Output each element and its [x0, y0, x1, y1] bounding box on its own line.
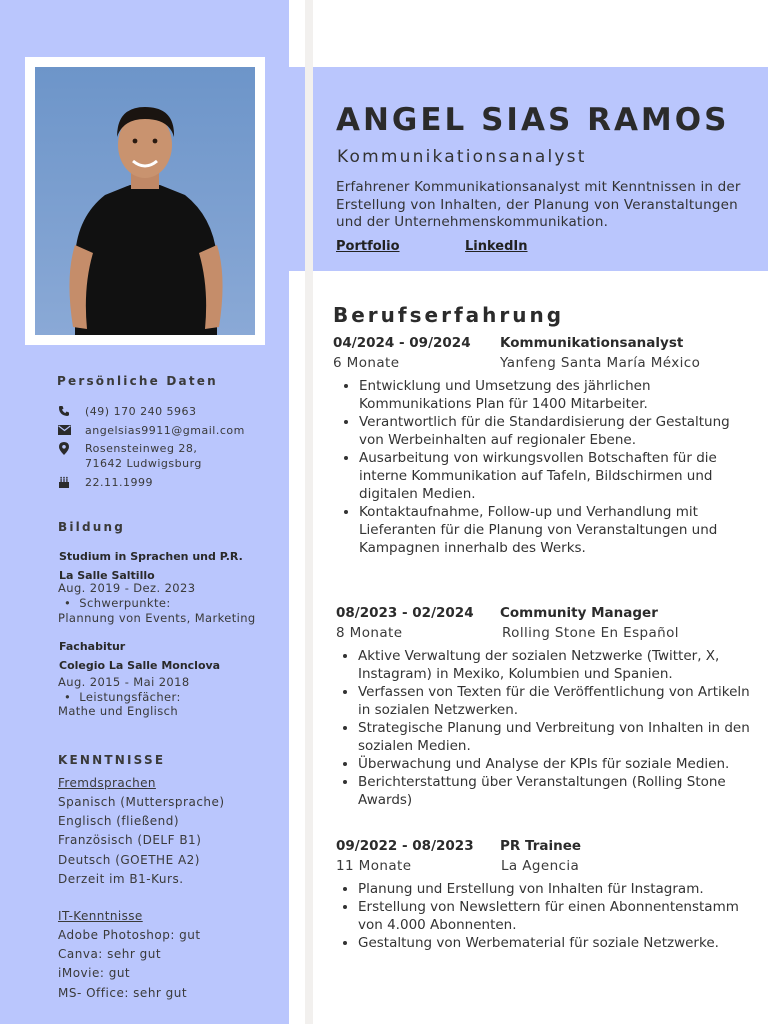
- job-position: Community Manager: [500, 605, 658, 621]
- education-bullet-2: • Leistungsfächer:: [64, 690, 181, 704]
- job-bullet: • Überwachung und Analyse der KPIs für soziale Medien.: [358, 755, 756, 773]
- birthday-cake-icon: [57, 475, 71, 489]
- education-period-2: Aug. 2015 - Mai 2018: [58, 675, 190, 689]
- language-item: Derzeit im B1-Kurs.: [58, 871, 184, 886]
- languages-list: [58, 793, 225, 889]
- job-bullet: • Erstellung von Newslettern für einen Abonnentenstamm von 4.000 Abonnenten.: [358, 898, 756, 934]
- education-degree-1: Studium in Sprachen und P.R.: [59, 550, 243, 563]
- job-bullet: • Verantwortlich für die Standardisierung der Gestaltung von Werbeinhalten auf regionaler Ebene.: [359, 413, 753, 449]
- education-detail-2: Mathe und Englisch: [58, 704, 179, 718]
- education-school-2: Colegio La Salle Monclova: [59, 659, 221, 672]
- it-skill-item: iMovie: gut: [58, 966, 131, 981]
- job-company: Yanfeng Santa María México: [500, 355, 701, 371]
- address-row: [57, 441, 202, 471]
- candidate-name: ANGEL SIAS RAMOS: [336, 102, 730, 138]
- job-duration: 11 Monate: [336, 858, 412, 874]
- job-bullet: • Ausarbeitung von wirkungsvollen Botschaften für die interne Kommunikation auf Tafeln, Bildschirmen und digitalen Medien.: [359, 449, 753, 503]
- language-item: Englisch (fließend): [58, 814, 180, 829]
- it-skill-item: MS- Office: sehr gut: [58, 985, 188, 1000]
- birth-date: 22.11.1999: [85, 476, 153, 489]
- education-heading: Bildung: [58, 520, 126, 534]
- sidebar-tab: [289, 67, 305, 271]
- address: [85, 441, 202, 471]
- email-row: [57, 423, 245, 438]
- education-detail-1: Plannung von Events, Marketing: [58, 611, 256, 625]
- address-line-2: 71642 Ludwigsburg: [85, 457, 202, 470]
- job-bullet: • Gestaltung von Werbematerial für soziale Netzwerke.: [358, 934, 756, 952]
- job-position: PR Trainee: [500, 838, 582, 854]
- it-skills-label: IT-Kenntnisse: [58, 909, 143, 923]
- education-bullet-1: • Schwerpunkte:: [64, 596, 171, 610]
- phone-icon: [57, 404, 71, 418]
- job-bullet: • Verfassen von Texten für die Veröffentlichung von Artikeln in sozialen Netzwerken.: [358, 683, 756, 719]
- profile-photo: [35, 67, 255, 335]
- birthday-row: [57, 475, 153, 490]
- education-degree-2: Fachabitur: [59, 640, 126, 653]
- envelope-icon: [57, 423, 71, 437]
- job-duration: 6 Monate: [333, 355, 400, 371]
- job-company: Rolling Stone En Español: [502, 625, 679, 641]
- job-bullet: • Kontaktaufnahme, Follow-up und Verhandlung mit Lieferanten für die Planung von Veranstaltungen und Kampagnen innerhalb des Werks.: [359, 503, 753, 557]
- education-bullet-2-text: Leistungsfächer:: [79, 690, 181, 704]
- phone-number: (49) 170 240 5963: [85, 405, 197, 418]
- language-item: Französisch (DELF B1): [58, 833, 202, 848]
- language-item: Spanisch (Muttersprache): [58, 795, 225, 809]
- job-bullets: [359, 377, 753, 557]
- job-dates: 08/2023 - 02/2024: [336, 605, 474, 621]
- job-position: Kommunikationsanalyst: [500, 335, 684, 351]
- job-dates: 04/2024 - 09/2024: [333, 335, 471, 351]
- job-duration: 8 Monate: [336, 625, 403, 641]
- personal-data-heading: Persönliche Daten: [57, 374, 218, 388]
- divider-line: [305, 0, 313, 1024]
- it-skill-item: Adobe Photoshop: gut: [58, 928, 201, 942]
- job-bullet: • Aktive Verwaltung der sozialen Netzwerke (Twitter, X, Instagram) in Mexiko, Kolumbien und Spanien.: [358, 647, 756, 683]
- email-address: angelsias9911@gmail.com: [85, 424, 245, 437]
- skills-heading: KENNTNISSE: [58, 753, 166, 767]
- job-bullets: [358, 647, 756, 809]
- job-company: La Agencia: [501, 858, 580, 874]
- job-bullet: • Planung und Erstellung von Inhalten für Instagram.: [358, 880, 756, 898]
- education-school-1: La Salle Saltillo: [59, 569, 155, 582]
- job-entry-2: [336, 605, 756, 809]
- job-bullet: • Strategische Planung und Verbreitung von Inhalten in den sozialen Medien.: [358, 719, 756, 755]
- profile-summary: Erfahrener Kommunikationsanalyst mit Kenntnissen in der Erstellung von Inhalten, der Planung von Veranstaltungen und der Unternehmenskommunikation.: [336, 179, 741, 230]
- job-bullet: • Berichterstattung über Veranstaltungen (Rolling Stone Awards): [358, 773, 756, 809]
- it-skills-list: [58, 926, 201, 1003]
- job-dates: 09/2022 - 08/2023: [336, 838, 474, 854]
- job-entry-1: [333, 335, 753, 557]
- job-bullets: [358, 880, 756, 952]
- job-entry-3: [336, 838, 756, 952]
- education-period-1: Aug. 2019 - Dez. 2023: [58, 581, 196, 595]
- location-pin-icon: [57, 441, 71, 455]
- job-title: Kommunikationsanalyst: [337, 147, 587, 167]
- it-skill-item: Canva: sehr gut: [58, 947, 162, 962]
- phone-row: [57, 404, 197, 419]
- job-bullet: • Entwicklung und Umsetzung des jährlichen Kommunikations Plan für 1400 Mitarbeiter.: [359, 377, 753, 413]
- profile-photo-frame: [25, 57, 265, 345]
- experience-heading: Berufserfahrung: [333, 303, 565, 327]
- address-line-1: Rosensteinweg 28,: [85, 442, 198, 455]
- portfolio-link[interactable]: Portfolio: [336, 239, 400, 254]
- languages-label: Fremdsprachen: [58, 776, 156, 790]
- language-item: Deutsch (GOETHE A2): [58, 852, 200, 867]
- linkedin-link[interactable]: LinkedIn: [465, 239, 528, 254]
- education-bullet-1-text: Schwerpunkte:: [79, 596, 171, 610]
